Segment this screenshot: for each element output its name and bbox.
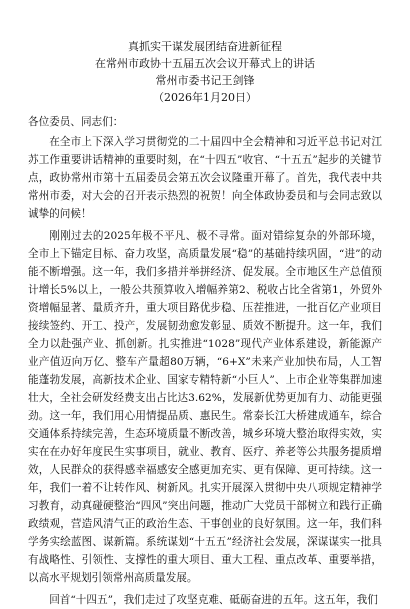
paragraph-opening: 在全市上下深入学习贯彻党的二十届四中全会精神和习近平总书记对江苏工作重要讲话精神的重要时刻，在“十四五”收官、“十五五”起步的关键节点，政协常州市第十五届委员会第五次会议隆重开幕了。首先，我代表中共常州市委，对大会的召开表示热烈的祝贺！向全体政协委员和与会同志致以诚挚的问候！ [28,136,382,220]
greeting: 各位委员、同志们： [28,116,124,128]
paragraph-review-2025: 刚刚过去的2025年极不平凡、极不寻常。面对错综复杂的外部环境，全市上下锚定目标、奋力攻坚，高质量发展“稳”的基础持续巩固，“进”的动能不断增强。这一年，我们多措并举拼经济、促发展。全市地区生产总值预计增长5%以上，一般公共预算收入增幅养第2、税收占比全省第1，外贸外资增幅显著、量质齐升，重大项目路优步稳、压茬推进，一批百亿产业项目接续签约、开工、投产，发展韧劲愈发彰显、质效不断提升。这一年，我们全力以赴强产业、抓创新。扎实推进“1028”现代产业体系建设，新能源产业产值迈向万亿、整车产量超80万辆，“6+X”未来产业加快布局，人工智能蓬勃发展，高新技术企业、国家专精特新“小巨人”、上市企业等集群加速壮大，全社会研发经费支出占比达3.62%，发展新优势更加有力、动能更强劲。这一年，我们用心用情提品质、惠民生。常泰长江大桥建成通车，综合交通体系持续完善，生态环境质量不断改善，城乡环境大整治取得实效，实实在在办好年度民生实事项目，就业、教育、医疗、养老等公共服务提质增效，人民群众的获得感幸福感安全感更加充实、更有保障、更可持续。这一年，我们一着不让转作风、树新风。扎实开展深入贯彻中央八项规定精神学习教育，动真碰硬整治“四风”突出问题，推动广大党员干部树立和践行正确政绩观，营造风清气正的政治生态、干事创业的良好氛围。这一年，我们科学务实绘蓝图、谋新篇。系统谋划“十五五”经济社会发展，深谋谋实一批具有战略性、引领性、支撑性的重大项目、重大工程、重点改革、重要举措，以高水平规划引领常州高质量发展。 [28,230,382,584]
speech-occasion: 在常州市政协十五届五次会议开幕式上的讲话 [95,57,315,70]
speech-title: 真抓实干谋发展团结奋进新征程 [128,40,282,53]
speaker-name: 常州市委书记王剑锋 [155,74,255,87]
paragraph-review-14th-plan: 回首“十四五”，我们走过了攻坚克难、砥砺奋进的五年。这五年，我们 [49,594,378,606]
speech-header [28,38,382,106]
speech-date: （2026年1月20日） [153,91,257,104]
